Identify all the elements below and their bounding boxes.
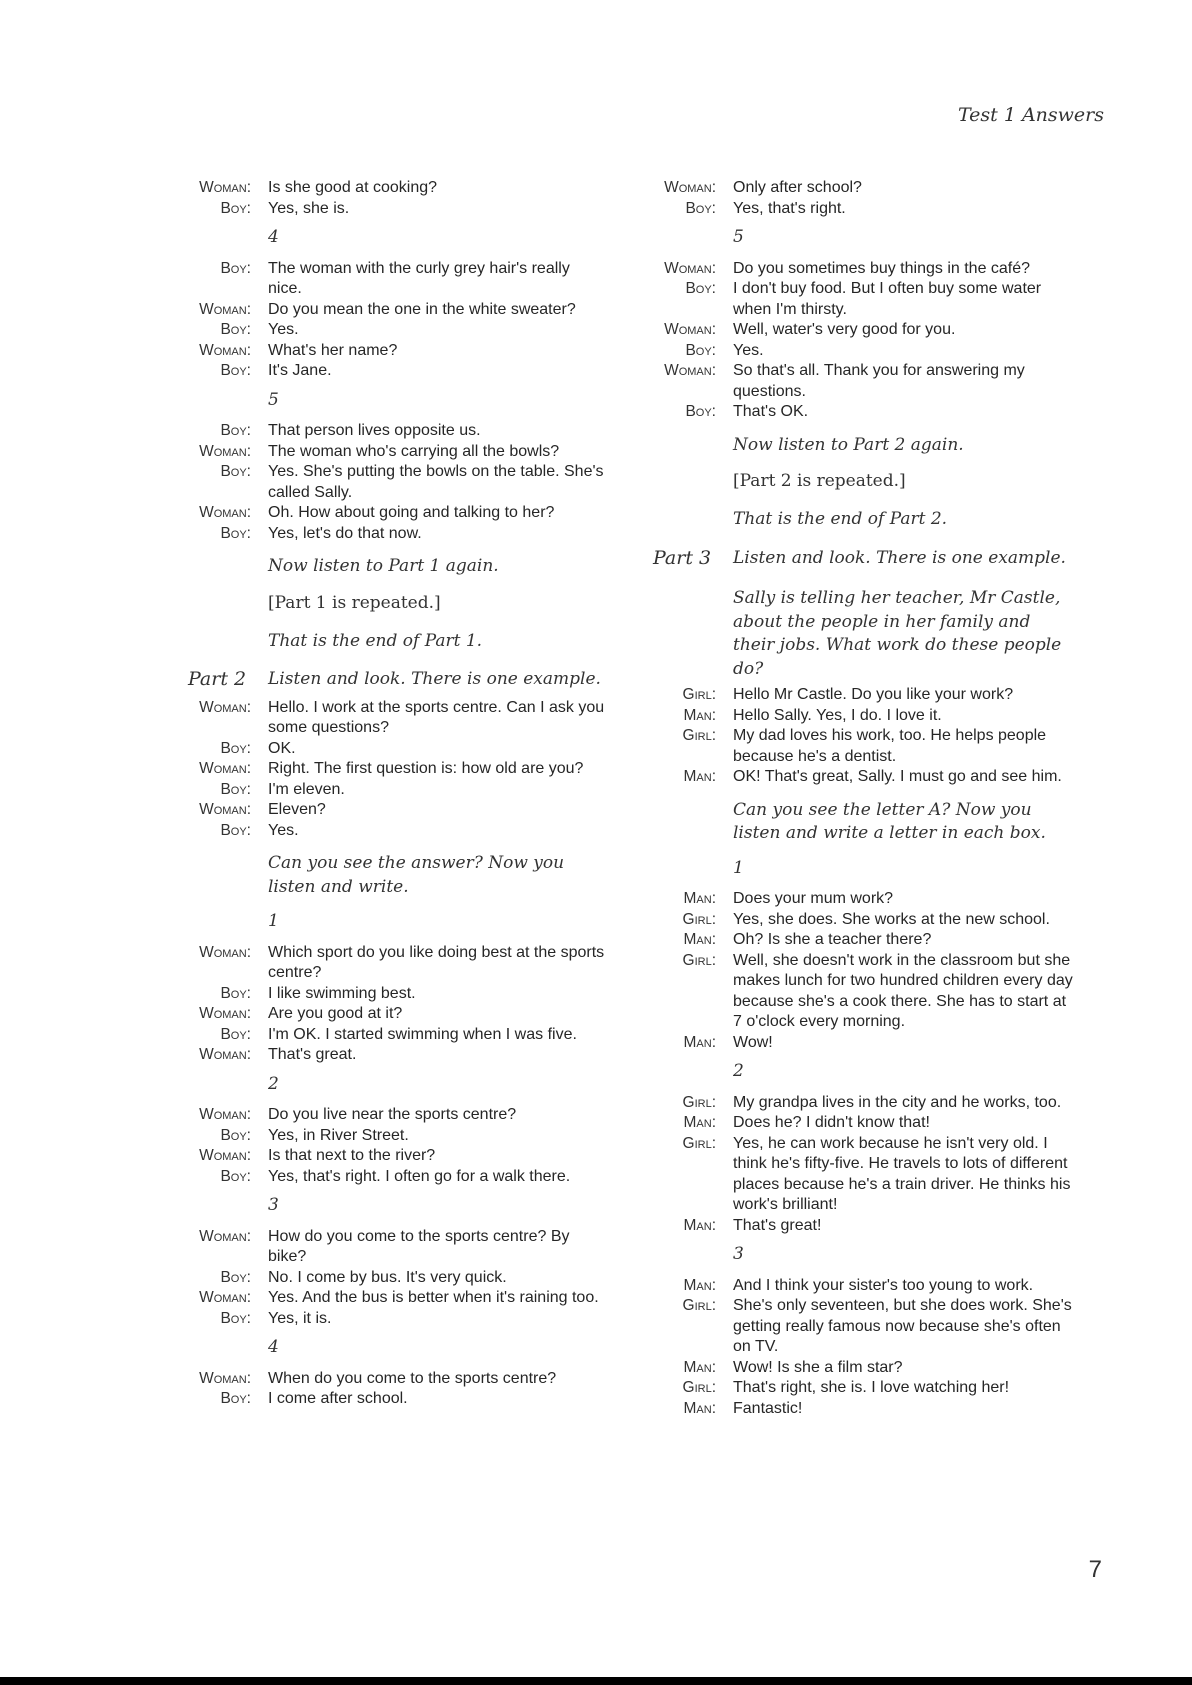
- speaker-label: Boy:: [685, 403, 716, 420]
- dialogue-line: [653, 178, 1073, 199]
- speaker-label: Girl:: [682, 1134, 716, 1152]
- dialogue-text: Which sport do you like doing best at the sports centre?: [268, 943, 605, 981]
- dialogue-text: That person lives opposite us.: [268, 422, 481, 439]
- dialogue-text: Oh. How about going and talking to her?: [268, 504, 555, 521]
- speaker-label: Woman:: [199, 1369, 251, 1387]
- dialogue-line: [188, 524, 608, 545]
- dialogue-text: I like swimming best.: [268, 984, 416, 1002]
- dialogue-line: [653, 767, 1073, 788]
- dialogue-text: Well, she doesn't work in the classroom but she makes lunch for two hundred children every day because she's a cook there. She has to start at 7 o'clock every morning.: [733, 951, 1073, 1030]
- speaker-label: Boy:: [220, 1167, 251, 1185]
- note-row: [188, 583, 608, 619]
- dialogue-text: So that's all. Thank you for answering my questions.: [733, 362, 1025, 400]
- dialogue-line: [188, 442, 608, 463]
- dialogue-line: [188, 1025, 608, 1046]
- dialogue-text: I'm OK. I started swimming when I was five.: [268, 1025, 577, 1043]
- dialogue-line: [188, 984, 608, 1005]
- speaker-label: Woman:: [199, 179, 251, 196]
- speaker-label: Boy:: [220, 199, 251, 217]
- dialogue-line: [188, 759, 608, 780]
- dialogue-line: [653, 930, 1073, 951]
- dialogue-text: Well, water's very good for you.: [733, 321, 956, 338]
- speaker-label: Woman:: [199, 1289, 251, 1306]
- question-number: 2: [733, 1061, 744, 1081]
- speaker-label: Man:: [683, 1114, 716, 1131]
- speaker-label: Man:: [683, 931, 716, 948]
- speaker-label: Boy:: [220, 321, 251, 338]
- dialogue-text: Wow!: [733, 1033, 773, 1051]
- dialogue-text: Are you good at it?: [268, 1005, 403, 1022]
- speaker-label: Woman:: [199, 1005, 251, 1022]
- dialogue-line: [653, 1276, 1073, 1297]
- speaker-label: Girl:: [682, 686, 716, 703]
- speaker-label: Boy:: [220, 1268, 251, 1286]
- speaker-label: Woman:: [199, 300, 251, 318]
- left-column: [188, 178, 608, 1410]
- speaker-label: Woman:: [199, 801, 251, 818]
- direction-text: Now listen to Part 1 again.: [268, 556, 499, 576]
- dialogue-text: Fantastic!: [733, 1399, 803, 1417]
- dialogue-text: Yes, that's right. I often go for a walk there.: [268, 1167, 571, 1185]
- dialogue-text: How do you come to the sports centre? By bike?: [268, 1227, 570, 1265]
- question-number-row: [653, 219, 1073, 259]
- dialogue-line: [188, 1369, 608, 1390]
- dialogue-line: [188, 421, 608, 442]
- dialogue-line: [653, 1093, 1073, 1114]
- dialogue-text: My grandpa lives in the city and he works, too.: [733, 1093, 1062, 1111]
- dialogue-line: [188, 199, 608, 220]
- dialogue-line: [653, 402, 1073, 423]
- speaker-label: Woman:: [199, 1147, 251, 1164]
- dialogue-line: [653, 951, 1073, 1033]
- question-number-row: [188, 1329, 608, 1369]
- direction-row: [653, 423, 1073, 462]
- speaker-label: Woman:: [199, 442, 251, 460]
- dialogue-text: The woman who's carrying all the bowls?: [268, 442, 560, 460]
- direction-text: Listen and look. There is one example.: [733, 547, 1066, 568]
- dialogue-line: [188, 943, 608, 984]
- dialogue-line: [188, 259, 608, 300]
- question-number: 3: [268, 1195, 279, 1215]
- speaker-label: Boy:: [685, 341, 716, 359]
- question-number: 4: [268, 1337, 279, 1357]
- dialogue-line: [653, 1113, 1073, 1134]
- question-number-row: [188, 903, 608, 943]
- dialogue-text: Yes, she is.: [268, 199, 350, 217]
- speaker-label: Boy:: [220, 1309, 251, 1327]
- dialogue-text: What's her name?: [268, 341, 398, 359]
- speaker-label: Woman:: [199, 698, 251, 716]
- speaker-label: Boy:: [220, 780, 251, 798]
- direction-text: Can you see the letter A? Now you listen and write a letter in each box.: [733, 799, 1046, 843]
- dialogue-text: Right. The first question is: how old are you?: [268, 760, 584, 777]
- speaker-label: Man:: [683, 768, 716, 785]
- dialogue-line: [188, 462, 608, 503]
- dialogue-line: [188, 1004, 608, 1025]
- dialogue-line: [188, 739, 608, 760]
- dialogue-text: I'm eleven.: [268, 780, 345, 798]
- question-number-row: [188, 1066, 608, 1106]
- dialogue-text: Wow! Is she a film star?: [733, 1358, 903, 1376]
- dialogue-line: [653, 1399, 1073, 1420]
- part-heading-row: [188, 668, 608, 692]
- dialogue-line: [188, 1045, 608, 1066]
- dialogue-text: That's OK.: [733, 403, 809, 420]
- dialogue-line: [653, 1358, 1073, 1379]
- page-header: Test 1 Answers: [957, 104, 1104, 126]
- dialogue-line: [653, 199, 1073, 220]
- dialogue-line: [188, 780, 608, 801]
- dialogue-text: Yes, let's do that now.: [268, 524, 422, 542]
- speaker-label: Man:: [683, 1399, 716, 1417]
- dialogue-text: Only after school?: [733, 179, 862, 196]
- dialogue-text: Hello. I work at the sports centre. Can I ask you some questions?: [268, 698, 605, 736]
- question-number: 4: [268, 227, 279, 247]
- dialogue-text: Yes, she does. She works at the new school.: [733, 910, 1050, 928]
- question-number: 5: [268, 389, 279, 410]
- dialogue-text: No. I come by bus. It's very quick.: [268, 1268, 507, 1286]
- bottom-rule: [0, 1677, 1192, 1685]
- question-number: 2: [268, 1073, 279, 1094]
- speaker-label: Boy:: [220, 1126, 251, 1144]
- dialogue-text: Is she good at cooking?: [268, 179, 438, 196]
- speaker-label: Girl:: [682, 910, 716, 928]
- speaker-label: Woman:: [664, 362, 716, 379]
- dialogue-text: Oh? Is she a teacher there?: [733, 931, 932, 948]
- dialogue-text: That's right, she is. I love watching her!: [733, 1379, 1010, 1396]
- dialogue-line: [188, 698, 608, 739]
- speaker-label: Boy:: [220, 259, 251, 277]
- dialogue-line: [653, 726, 1073, 767]
- dialogue-text: I don't buy food. But I often buy some water when I'm thirsty.: [733, 280, 1042, 318]
- speaker-label: Girl:: [682, 1379, 716, 1396]
- dialogue-text: My dad loves his work, too. He helps people because he's a dentist.: [733, 727, 1047, 765]
- question-number-row: [188, 382, 608, 422]
- dialogue-text: OK! That's great, Sally. I must go and see him.: [733, 768, 1062, 785]
- dialogue-line: [653, 889, 1073, 910]
- speaker-label: Boy:: [220, 1025, 251, 1043]
- speaker-label: Boy:: [220, 821, 251, 839]
- question-number-row: [653, 1236, 1073, 1276]
- dialogue-line: [653, 320, 1073, 341]
- direction-row: [188, 619, 608, 658]
- dialogue-text: Yes, in River Street.: [268, 1126, 409, 1144]
- direction-row: [653, 788, 1073, 850]
- direction-row: [188, 841, 608, 903]
- dialogue-text: Yes.: [268, 321, 299, 338]
- speaker-label: Man:: [683, 1358, 716, 1376]
- dialogue-line: [188, 1146, 608, 1167]
- dialogue-text: She's only seventeen, but she does work. She's getting really famous now because she's often on TV.: [733, 1297, 1072, 1355]
- bracket-note: [Part 1 is repeated.]: [268, 592, 441, 613]
- speaker-label: Man:: [683, 1216, 716, 1234]
- dialogue-line: [653, 1378, 1073, 1399]
- speaker-label: Woman:: [664, 321, 716, 338]
- question-number-row: [653, 1053, 1073, 1093]
- dialogue-line: [188, 503, 608, 524]
- speaker-label: Boy:: [220, 524, 251, 542]
- question-number: 1: [733, 857, 744, 878]
- direction-row: [653, 497, 1073, 536]
- dialogue-line: [188, 1288, 608, 1309]
- speaker-label: Man:: [683, 706, 716, 724]
- dialogue-text: Yes, it is.: [268, 1309, 332, 1327]
- dialogue-text: It's Jane.: [268, 362, 332, 379]
- dialogue-text: Yes. She's putting the bowls on the table. She's called Sally.: [268, 463, 604, 501]
- dialogue-text: And I think your sister's too young to work.: [733, 1276, 1034, 1294]
- dialogue-line: [188, 361, 608, 382]
- dialogue-text: When do you come to the sports centre?: [268, 1369, 557, 1387]
- dialogue-line: [188, 1126, 608, 1147]
- part-heading: Part 2: [188, 668, 247, 690]
- speaker-label: Boy:: [685, 280, 716, 297]
- dialogue-text: Yes, that's right.: [733, 199, 846, 217]
- direction-text: That is the end of Part 2.: [733, 509, 948, 529]
- direction-row: [188, 544, 608, 583]
- dialogue-line: [653, 910, 1073, 931]
- speaker-label: Girl:: [682, 1093, 716, 1111]
- speaker-label: Woman:: [199, 1046, 251, 1063]
- bracket-note: [Part 2 is repeated.]: [733, 471, 906, 491]
- dialogue-line: [188, 1227, 608, 1268]
- speaker-label: Woman:: [199, 504, 251, 521]
- dialogue-line: [188, 821, 608, 842]
- dialogue-line: [188, 1105, 608, 1126]
- dialogue-line: [653, 341, 1073, 362]
- dialogue-line: [188, 1268, 608, 1289]
- page-number: 7: [1088, 1556, 1102, 1583]
- speaker-label: Woman:: [199, 1227, 251, 1245]
- direction-row: [653, 576, 1073, 685]
- question-number-row: [188, 219, 608, 259]
- dialogue-text: Yes. And the bus is better when it's raining too.: [268, 1289, 599, 1306]
- dialogue-text: That's great!: [733, 1216, 822, 1234]
- dialogue-text: Hello Mr Castle. Do you like your work?: [733, 686, 1014, 703]
- dialogue-text: Does your mum work?: [733, 890, 894, 907]
- direction-text: Sally is telling her teacher, Mr Castle, about the people in her family and their jobs. What work do these people do?: [733, 588, 1062, 679]
- dialogue-line: [653, 279, 1073, 320]
- speaker-label: Boy:: [220, 984, 251, 1002]
- question-number-row: [188, 1187, 608, 1227]
- dialogue-line: [188, 341, 608, 362]
- speaker-label: Boy:: [685, 199, 716, 217]
- dialogue-line: [188, 1309, 608, 1330]
- dialogue-line: [188, 300, 608, 321]
- direction-text: Can you see the answer? Now you listen and write.: [268, 853, 565, 897]
- dialogue-text: Hello Sally. Yes, I do. I love it.: [733, 706, 942, 724]
- dialogue-text: Is that next to the river?: [268, 1147, 436, 1164]
- dialogue-text: Yes, he can work because he isn't very old. I think he's fifty-five. He travels to lots of different places because he's a train driver. He thinks his work's brilliant!: [733, 1134, 1071, 1213]
- dialogue-line: [188, 320, 608, 341]
- dialogue-line: [653, 1134, 1073, 1216]
- dialogue-text: Do you mean the one in the white sweater?: [268, 300, 576, 318]
- dialogue-text: I come after school.: [268, 1390, 408, 1407]
- dialogue-line: [653, 685, 1073, 706]
- speaker-label: Girl:: [682, 1297, 716, 1314]
- speaker-label: Boy:: [220, 463, 251, 480]
- right-column: [653, 178, 1073, 1419]
- dialogue-line: [653, 1033, 1073, 1054]
- speaker-label: Girl:: [682, 951, 716, 969]
- dialogue-line: [188, 1389, 608, 1410]
- dialogue-line: [188, 178, 608, 199]
- dialogue-text: Yes.: [268, 821, 299, 839]
- dialogue-text: Does he? I didn't know that!: [733, 1114, 930, 1131]
- speaker-label: Boy:: [220, 739, 251, 757]
- question-number-row: [653, 850, 1073, 890]
- direction-text: Listen and look. There is one example.: [268, 669, 601, 689]
- speaker-label: Woman:: [199, 760, 251, 777]
- note-row: [653, 461, 1073, 497]
- question-number: 5: [733, 227, 744, 247]
- dialogue-line: [653, 361, 1073, 402]
- dialogue-text: Do you live near the sports centre?: [268, 1106, 517, 1123]
- speaker-label: Girl:: [682, 727, 716, 744]
- part-heading-row: [653, 547, 1073, 571]
- speaker-label: Man:: [683, 890, 716, 907]
- dialogue-text: OK.: [268, 739, 296, 757]
- dialogue-line: [653, 1296, 1073, 1358]
- dialogue-line: [653, 1216, 1073, 1237]
- part-heading: Part 3: [653, 546, 712, 569]
- dialogue-text: Eleven?: [268, 801, 326, 818]
- dialogue-text: Do you sometimes buy things in the café?: [733, 259, 1031, 277]
- direction-text: That is the end of Part 1.: [268, 630, 483, 651]
- speaker-label: Boy:: [220, 422, 251, 439]
- speaker-label: Woman:: [199, 1106, 251, 1123]
- speaker-label: Woman:: [664, 179, 716, 196]
- dialogue-line: [653, 259, 1073, 280]
- speaker-label: Boy:: [220, 1390, 251, 1407]
- dialogue-line: [188, 1167, 608, 1188]
- dialogue-text: That's great.: [268, 1046, 357, 1063]
- speaker-label: Woman:: [199, 341, 251, 359]
- speaker-label: Man:: [683, 1033, 716, 1051]
- question-number: 3: [733, 1244, 744, 1264]
- speaker-label: Woman:: [664, 259, 716, 277]
- direction-text: Now listen to Part 2 again.: [733, 434, 964, 455]
- dialogue-text: The woman with the curly grey hair's really nice.: [268, 259, 570, 297]
- speaker-label: Boy:: [220, 362, 251, 379]
- dialogue-line: [188, 800, 608, 821]
- question-number: 1: [268, 911, 279, 931]
- dialogue-line: [653, 706, 1073, 727]
- speaker-label: Man:: [683, 1276, 716, 1294]
- speaker-label: Woman:: [199, 943, 251, 961]
- dialogue-text: Yes.: [733, 341, 764, 359]
